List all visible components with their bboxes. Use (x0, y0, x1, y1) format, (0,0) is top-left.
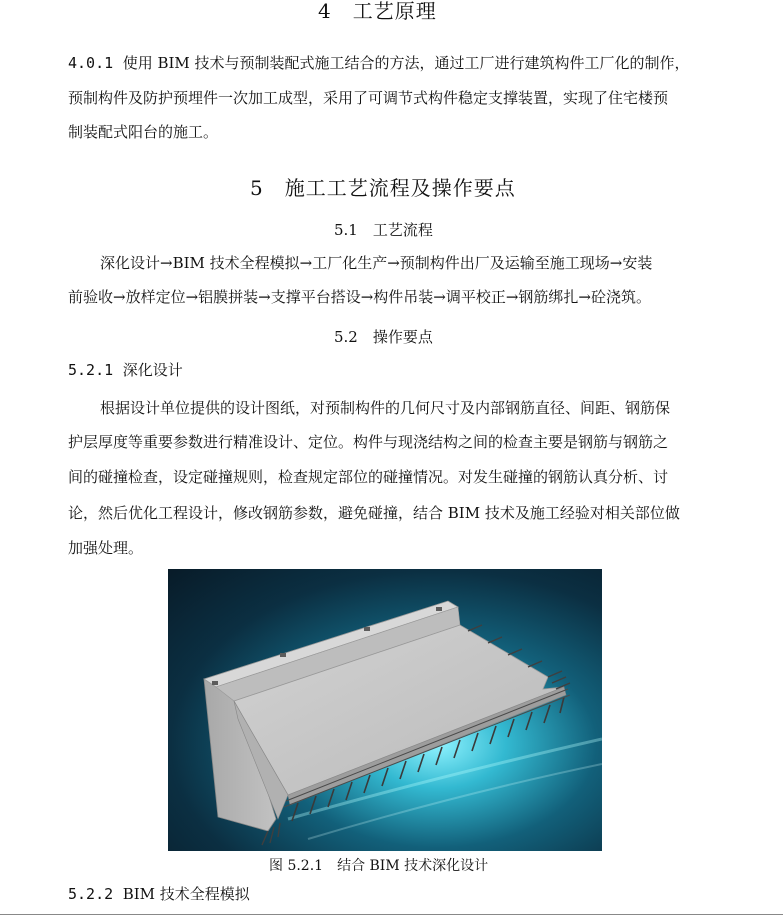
figure-caption: 图 5.2.1 结合 BIM 技术深化设计 (269, 858, 489, 874)
para-number: 5.2.2 (68, 885, 114, 903)
subsection-5-2-2-heading (68, 879, 250, 909)
subsection-5-2-1-heading (68, 355, 183, 385)
subsection-5-2-title: 5.2 操作要点 (334, 328, 433, 346)
para-4-0-1-line-1 (68, 48, 690, 78)
section-4-title: 4 工艺原理 (318, 0, 437, 23)
heading-text: BIM 技术全程模拟 (122, 885, 250, 903)
para-number: 4.0.1 (68, 54, 114, 72)
body-line-4: 论，然后优化工程设计，修改钢筋参数，避免碰撞，结合 BIM 技术及施工经验对相关部位做 (68, 504, 680, 522)
body-line-5: 加强处理。 (68, 539, 144, 557)
body-line-2: 护层厚度等重要参数进行精准设计、定位。构件与现浇结构之间的检查主要是钢筋与钢筋之 (68, 433, 669, 451)
para-number: 5.2.1 (68, 361, 114, 379)
body-line-3: 间的碰撞检查，设定碰撞规则，检查规定部位的碰撞情况。对发生碰撞的钢筋认真分析、讨 (68, 468, 669, 486)
para-4-0-1-line-3: 制装配式阳台的施工。 (68, 123, 219, 141)
subsection-5-1-title: 5.1 工艺流程 (334, 221, 433, 239)
bim-figure-image (168, 569, 602, 851)
process-flow-line-1: 深化设计→BIM 技术全程模拟→工厂化生产→预制构件出厂及运输至施工现场→安装 (100, 254, 653, 272)
body-line-1: 根据设计单位提供的设计图纸，对预制构件的几何尺寸及内部钢筋直径、间距、钢筋保 (100, 399, 671, 417)
para-text: 使用 BIM 技术与预制装配式施工结合的方法，通过工厂进行建筑构件工厂化的制作， (122, 54, 690, 72)
heading-text: 深化设计 (122, 361, 183, 379)
section-5-title: 5 施工工艺流程及操作要点 (250, 176, 516, 200)
process-flow-line-2: 前验收→放样定位→铝膜拼装→支撑平台搭设→构件吊装→调平校正→钢筋绑扎→砼浇筑。 (68, 288, 651, 306)
para-4-0-1-line-2: 预制构件及防护预埋件一次加工成型，采用了可调节式构件稳定支撑装置，实现了住宅楼预 (68, 89, 669, 107)
page-bottom-divider (0, 914, 783, 915)
precast-balcony-model (168, 569, 602, 851)
